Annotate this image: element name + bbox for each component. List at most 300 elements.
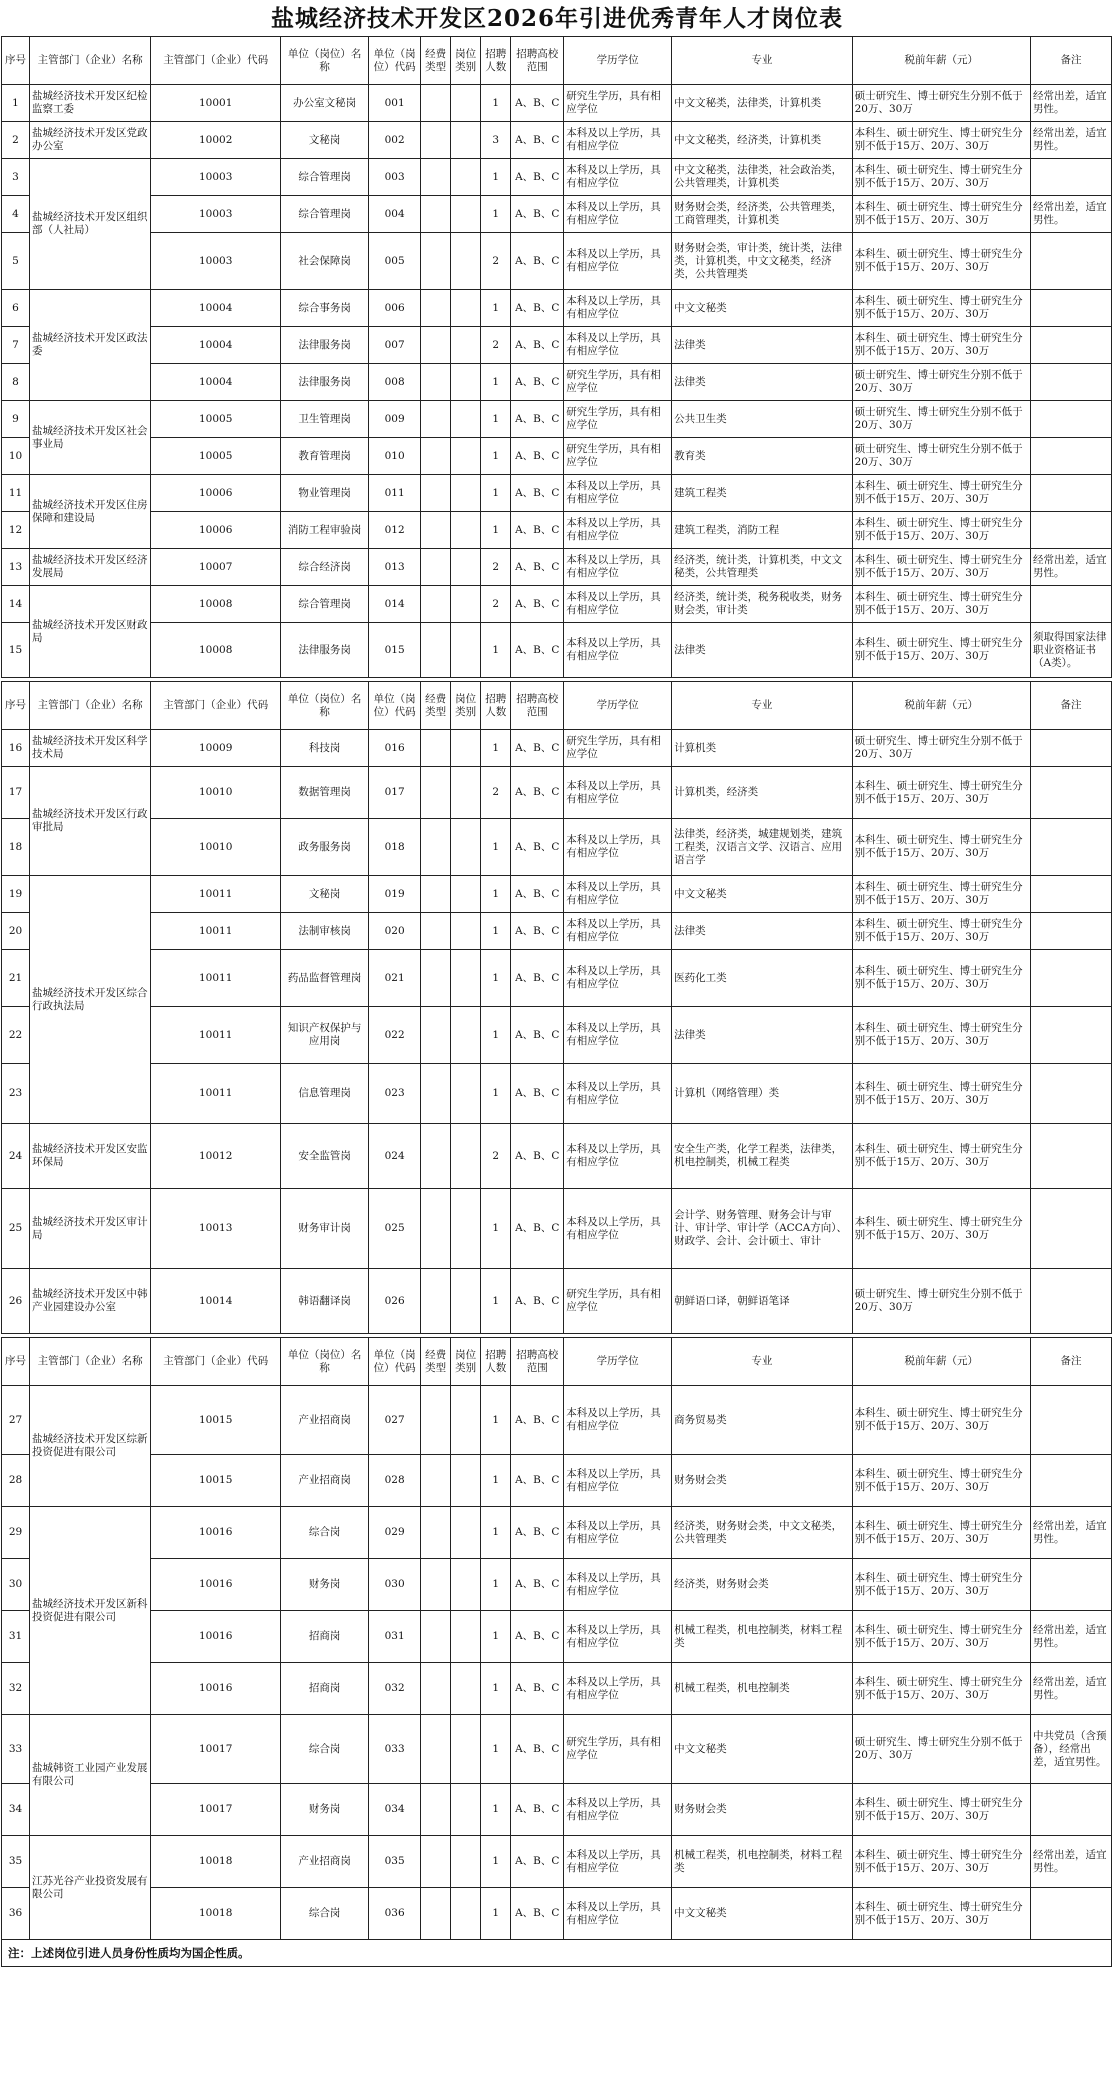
footnote: 注：上述岗位引进人员身份性质均为国企性质。 — [1, 1940, 1112, 1967]
funding-type — [421, 1189, 451, 1269]
education-requirement: 本科及以上学历，具有相应学位 — [564, 1007, 672, 1064]
table-row — [2, 438, 1112, 475]
column-header: 岗位类别 — [451, 37, 481, 85]
university-range: A、B、C — [511, 549, 564, 586]
annual-salary: 本科生、硕士研究生、博士研究生分别不低于15万、20万、30万 — [852, 767, 1030, 819]
funding-type — [421, 1888, 451, 1940]
annual-salary: 硕士研究生、博士研究生分别不低于20万、30万 — [852, 364, 1030, 401]
funding-type — [421, 1007, 451, 1064]
major-requirement: 医药化工类 — [672, 950, 853, 1007]
remarks: 经常出差，适宜男性。 — [1031, 85, 1112, 122]
annual-salary: 本科生、硕士研究生、博士研究生分别不低于15万、20万、30万 — [852, 1007, 1030, 1064]
post-category — [451, 122, 481, 159]
department-code: 10005 — [151, 401, 281, 438]
table-row — [2, 85, 1112, 122]
funding-type — [421, 364, 451, 401]
major-requirement: 中文文秘类 — [672, 876, 853, 913]
major-requirement: 计算机类 — [672, 730, 853, 767]
post-name: 法律服务岗 — [281, 364, 369, 401]
annual-salary: 本科生、硕士研究生、博士研究生分别不低于15万、20万、30万 — [852, 1455, 1030, 1507]
column-header: 主管部门（企业）代码 — [151, 1338, 281, 1386]
table-row — [2, 1189, 1112, 1269]
education-requirement: 研究生学历，具有相应学位 — [564, 85, 672, 122]
row-number: 30 — [2, 1559, 30, 1611]
table-row — [2, 623, 1112, 678]
major-requirement: 机械工程类，机电控制类，材料工程类 — [672, 1836, 853, 1888]
hiring-count: 2 — [481, 586, 511, 623]
post-category — [451, 1784, 481, 1836]
row-number: 13 — [2, 549, 30, 586]
row-number: 15 — [2, 623, 30, 678]
annual-salary: 本科生、硕士研究生、博士研究生分别不低于15万、20万、30万 — [852, 1836, 1030, 1888]
university-range: A、B、C — [511, 913, 564, 950]
post-code: 012 — [369, 512, 421, 549]
column-header: 税前年薪（元） — [852, 37, 1030, 85]
university-range: A、B、C — [511, 233, 564, 290]
row-number: 24 — [2, 1124, 30, 1189]
annual-salary: 本科生、硕士研究生、博士研究生分别不低于15万、20万、30万 — [852, 196, 1030, 233]
post-name: 法制审核岗 — [281, 913, 369, 950]
department-code: 10008 — [151, 623, 281, 678]
table-row — [2, 1836, 1112, 1888]
major-requirement: 会计学、财务管理、财务会计与审计、审计学、审计学（ACCA方向）、财政学、会计、会计硕士、审计 — [672, 1189, 853, 1269]
table-row — [2, 401, 1112, 438]
page-title: 盐城经济技术开发区2026年引进优秀青年人才岗位表 — [270, 5, 843, 32]
department-name: 盐城经济技术开发区新科投资促进有限公司 — [30, 1507, 151, 1715]
department-code: 10010 — [151, 819, 281, 876]
department-code: 10006 — [151, 512, 281, 549]
table-row — [2, 1007, 1112, 1064]
post-code: 014 — [369, 586, 421, 623]
row-number: 6 — [2, 290, 30, 327]
remarks — [1031, 401, 1112, 438]
major-requirement: 计算机类，经济类 — [672, 767, 853, 819]
post-name: 综合岗 — [281, 1715, 369, 1784]
row-number: 34 — [2, 1784, 30, 1836]
table-row — [2, 327, 1112, 364]
education-requirement: 本科及以上学历，具有相应学位 — [564, 767, 672, 819]
column-header: 备注 — [1031, 682, 1112, 730]
post-code: 022 — [369, 1007, 421, 1064]
table-row — [2, 512, 1112, 549]
hiring-count: 2 — [481, 1124, 511, 1189]
funding-type — [421, 819, 451, 876]
education-requirement: 本科及以上学历，具有相应学位 — [564, 623, 672, 678]
funding-type — [421, 327, 451, 364]
major-requirement: 计算机（网络管理）类 — [672, 1064, 853, 1124]
university-range: A、B、C — [511, 401, 564, 438]
university-range: A、B、C — [511, 1269, 564, 1334]
major-requirement: 财务财会类 — [672, 1455, 853, 1507]
annual-salary: 本科生、硕士研究生、博士研究生分别不低于15万、20万、30万 — [852, 623, 1030, 678]
post-name: 招商岗 — [281, 1611, 369, 1663]
hiring-count: 1 — [481, 730, 511, 767]
post-category — [451, 438, 481, 475]
post-category — [451, 1189, 481, 1269]
education-requirement: 本科及以上学历，具有相应学位 — [564, 327, 672, 364]
post-category — [451, 1455, 481, 1507]
post-code: 018 — [369, 819, 421, 876]
column-header: 主管部门（企业）名称 — [30, 682, 151, 730]
university-range: A、B、C — [511, 950, 564, 1007]
annual-salary: 本科生、硕士研究生、博士研究生分别不低于15万、20万、30万 — [852, 1611, 1030, 1663]
post-name: 综合经济岗 — [281, 549, 369, 586]
education-requirement: 本科及以上学历，具有相应学位 — [564, 549, 672, 586]
column-header: 序号 — [2, 682, 30, 730]
university-range: A、B、C — [511, 1124, 564, 1189]
table-row — [2, 196, 1112, 233]
annual-salary: 本科生、硕士研究生、博士研究生分别不低于15万、20万、30万 — [852, 1888, 1030, 1940]
column-header: 学历学位 — [564, 1338, 672, 1386]
university-range: A、B、C — [511, 819, 564, 876]
remarks — [1031, 1007, 1112, 1064]
table-row — [2, 549, 1112, 586]
major-requirement: 公共卫生类 — [672, 401, 853, 438]
post-name: 综合岗 — [281, 1888, 369, 1940]
department-code: 10003 — [151, 196, 281, 233]
hiring-count: 1 — [481, 1064, 511, 1124]
post-category — [451, 950, 481, 1007]
post-code: 033 — [369, 1715, 421, 1784]
department-code: 10004 — [151, 364, 281, 401]
department-name: 盐城经济技术开发区经济发展局 — [30, 549, 151, 586]
major-requirement: 财务财会类 — [672, 1784, 853, 1836]
row-number: 22 — [2, 1007, 30, 1064]
hiring-count: 1 — [481, 159, 511, 196]
table-row — [2, 159, 1112, 196]
funding-type — [421, 1386, 451, 1455]
post-category — [451, 1124, 481, 1189]
post-name: 办公室文秘岗 — [281, 85, 369, 122]
hiring-count: 1 — [481, 1007, 511, 1064]
post-category — [451, 1386, 481, 1455]
column-header: 专业 — [672, 682, 853, 730]
hiring-count: 1 — [481, 475, 511, 512]
university-range: A、B、C — [511, 1064, 564, 1124]
hiring-count: 2 — [481, 549, 511, 586]
funding-type — [421, 159, 451, 196]
department-name: 盐城经济技术开发区中韩产业园建设办公室 — [30, 1269, 151, 1334]
post-name: 药品监督管理岗 — [281, 950, 369, 1007]
funding-type — [421, 233, 451, 290]
hiring-count: 1 — [481, 1888, 511, 1940]
university-range: A、B、C — [511, 159, 564, 196]
department-code: 10016 — [151, 1559, 281, 1611]
education-requirement: 本科及以上学历，具有相应学位 — [564, 1386, 672, 1455]
column-header: 岗位类别 — [451, 1338, 481, 1386]
funding-type — [421, 1611, 451, 1663]
university-range: A、B、C — [511, 1611, 564, 1663]
major-requirement: 中文文秘类，法律类，计算机类 — [672, 85, 853, 122]
post-code: 026 — [369, 1269, 421, 1334]
post-code: 002 — [369, 122, 421, 159]
major-requirement: 中文文秘类，经济类，计算机类 — [672, 122, 853, 159]
annual-salary: 本科生、硕士研究生、博士研究生分别不低于15万、20万、30万 — [852, 1064, 1030, 1124]
remarks — [1031, 233, 1112, 290]
hiring-count: 1 — [481, 819, 511, 876]
column-header: 单位（岗位）名称 — [281, 1338, 369, 1386]
post-category — [451, 1611, 481, 1663]
education-requirement: 研究生学历，具有相应学位 — [564, 1269, 672, 1334]
row-number: 12 — [2, 512, 30, 549]
education-requirement: 本科及以上学历，具有相应学位 — [564, 1064, 672, 1124]
department-code: 10006 — [151, 475, 281, 512]
post-code: 015 — [369, 623, 421, 678]
hiring-count: 1 — [481, 364, 511, 401]
department-code: 10002 — [151, 122, 281, 159]
remarks — [1031, 290, 1112, 327]
post-name: 知识产权保护与应用岗 — [281, 1007, 369, 1064]
post-code: 035 — [369, 1836, 421, 1888]
education-requirement: 本科及以上学历，具有相应学位 — [564, 512, 672, 549]
row-number: 16 — [2, 730, 30, 767]
department-code: 10014 — [151, 1269, 281, 1334]
column-header: 单位（岗位）名称 — [281, 682, 369, 730]
major-requirement: 财务财会类，经济类，公共管理类，工商管理类，计算机类 — [672, 196, 853, 233]
row-number: 18 — [2, 819, 30, 876]
table-row — [2, 1559, 1112, 1611]
department-code: 10015 — [151, 1386, 281, 1455]
post-code: 013 — [369, 549, 421, 586]
university-range: A、B、C — [511, 767, 564, 819]
department-code: 10016 — [151, 1663, 281, 1715]
post-category — [451, 876, 481, 913]
university-range: A、B、C — [511, 512, 564, 549]
funding-type — [421, 401, 451, 438]
post-category — [451, 159, 481, 196]
post-code: 005 — [369, 233, 421, 290]
hiring-count: 1 — [481, 290, 511, 327]
remarks: 经常出差，适宜男性。 — [1031, 1663, 1112, 1715]
column-header: 学历学位 — [564, 37, 672, 85]
column-header: 专业 — [672, 1338, 853, 1386]
post-name: 产业招商岗 — [281, 1455, 369, 1507]
hiring-count: 2 — [481, 767, 511, 819]
university-range: A、B、C — [511, 1836, 564, 1888]
column-header: 序号 — [2, 1338, 30, 1386]
post-category — [451, 913, 481, 950]
university-range: A、B、C — [511, 196, 564, 233]
university-range: A、B、C — [511, 327, 564, 364]
department-code: 10016 — [151, 1507, 281, 1559]
row-number: 2 — [2, 122, 30, 159]
row-number: 25 — [2, 1189, 30, 1269]
department-code: 10016 — [151, 1611, 281, 1663]
major-requirement: 商务贸易类 — [672, 1386, 853, 1455]
table-row — [2, 1888, 1112, 1940]
post-code: 027 — [369, 1386, 421, 1455]
post-category — [451, 1715, 481, 1784]
major-requirement: 机械工程类，机电控制类，材料工程类 — [672, 1611, 853, 1663]
major-requirement: 建筑工程类，消防工程 — [672, 512, 853, 549]
remarks: 须取得国家法律职业资格证书（A类）。 — [1031, 623, 1112, 678]
major-requirement: 经济类，财务财会类 — [672, 1559, 853, 1611]
row-number: 7 — [2, 327, 30, 364]
post-category — [451, 1663, 481, 1715]
column-header: 备注 — [1031, 1338, 1112, 1386]
department-name: 盐城经济技术开发区行政审批局 — [30, 767, 151, 876]
education-requirement: 本科及以上学历，具有相应学位 — [564, 876, 672, 913]
hiring-count: 1 — [481, 1663, 511, 1715]
remarks: 经常出差，适宜男性。 — [1031, 1611, 1112, 1663]
department-code: 10010 — [151, 767, 281, 819]
post-name: 招商岗 — [281, 1663, 369, 1715]
post-name: 综合管理岗 — [281, 586, 369, 623]
post-code: 024 — [369, 1124, 421, 1189]
post-code: 030 — [369, 1559, 421, 1611]
table-row — [2, 586, 1112, 623]
department-code: 10009 — [151, 730, 281, 767]
remarks — [1031, 1189, 1112, 1269]
education-requirement: 研究生学历，具有相应学位 — [564, 1715, 672, 1784]
column-header: 经费类型 — [421, 1338, 451, 1386]
post-name: 文秘岗 — [281, 122, 369, 159]
post-name: 社会保障岗 — [281, 233, 369, 290]
education-requirement: 研究生学历，具有相应学位 — [564, 401, 672, 438]
department-code: 10013 — [151, 1189, 281, 1269]
post-code: 031 — [369, 1611, 421, 1663]
column-header: 单位（岗位）代码 — [369, 1338, 421, 1386]
education-requirement: 本科及以上学历，具有相应学位 — [564, 913, 672, 950]
post-code: 034 — [369, 1784, 421, 1836]
table-row — [2, 876, 1112, 913]
table-row — [2, 730, 1112, 767]
funding-type — [421, 196, 451, 233]
department-code: 10004 — [151, 290, 281, 327]
table-row — [2, 1715, 1112, 1784]
university-range: A、B、C — [511, 1663, 564, 1715]
education-requirement: 本科及以上学历，具有相应学位 — [564, 1611, 672, 1663]
funding-type — [421, 290, 451, 327]
post-name: 产业招商岗 — [281, 1836, 369, 1888]
funding-type — [421, 586, 451, 623]
funding-type — [421, 767, 451, 819]
remarks: 经常出差，适宜男性。 — [1031, 549, 1112, 586]
post-name: 法律服务岗 — [281, 623, 369, 678]
education-requirement: 本科及以上学历，具有相应学位 — [564, 196, 672, 233]
post-name: 财务岗 — [281, 1784, 369, 1836]
post-category — [451, 1064, 481, 1124]
post-name: 物业管理岗 — [281, 475, 369, 512]
table-row — [2, 1507, 1112, 1559]
row-number: 23 — [2, 1064, 30, 1124]
university-range: A、B、C — [511, 623, 564, 678]
remarks — [1031, 819, 1112, 876]
university-range: A、B、C — [511, 364, 564, 401]
post-category — [451, 767, 481, 819]
funding-type — [421, 1836, 451, 1888]
post-name: 产业招商岗 — [281, 1386, 369, 1455]
department-code: 10011 — [151, 1007, 281, 1064]
funding-type — [421, 512, 451, 549]
table-row — [2, 913, 1112, 950]
hiring-count: 1 — [481, 876, 511, 913]
remarks — [1031, 512, 1112, 549]
post-name: 数据管理岗 — [281, 767, 369, 819]
education-requirement: 本科及以上学历，具有相应学位 — [564, 1189, 672, 1269]
post-category — [451, 586, 481, 623]
remarks — [1031, 1124, 1112, 1189]
major-requirement: 中文文秘类，法律类，社会政治类，公共管理类，计算机类 — [672, 159, 853, 196]
job-table-section — [1, 1337, 1112, 1940]
column-header: 招聘高校范围 — [511, 37, 564, 85]
post-category — [451, 730, 481, 767]
row-number: 28 — [2, 1455, 30, 1507]
post-category — [451, 512, 481, 549]
column-header: 主管部门（企业）名称 — [30, 37, 151, 85]
major-requirement: 经济类，财务财会类，中文文秘类，公共管理类 — [672, 1507, 853, 1559]
department-code: 10018 — [151, 1888, 281, 1940]
post-code: 019 — [369, 876, 421, 913]
hiring-count: 1 — [481, 438, 511, 475]
university-range: A、B、C — [511, 586, 564, 623]
row-number: 31 — [2, 1611, 30, 1663]
annual-salary: 本科生、硕士研究生、博士研究生分别不低于15万、20万、30万 — [852, 913, 1030, 950]
post-name: 综合管理岗 — [281, 196, 369, 233]
remarks — [1031, 159, 1112, 196]
funding-type — [421, 122, 451, 159]
post-name: 综合岗 — [281, 1507, 369, 1559]
department-code: 10012 — [151, 1124, 281, 1189]
table-row — [2, 767, 1112, 819]
row-number: 35 — [2, 1836, 30, 1888]
education-requirement: 研究生学历，具有相应学位 — [564, 364, 672, 401]
row-number: 17 — [2, 767, 30, 819]
post-category — [451, 819, 481, 876]
column-header: 单位（岗位）名称 — [281, 37, 369, 85]
funding-type — [421, 1559, 451, 1611]
department-name: 盐城经济技术开发区财政局 — [30, 586, 151, 678]
column-header: 单位（岗位）代码 — [369, 37, 421, 85]
post-name: 财务岗 — [281, 1559, 369, 1611]
funding-type — [421, 913, 451, 950]
major-requirement: 法律类 — [672, 1007, 853, 1064]
post-category — [451, 196, 481, 233]
annual-salary: 本科生、硕士研究生、博士研究生分别不低于15万、20万、30万 — [852, 233, 1030, 290]
post-name: 综合管理岗 — [281, 159, 369, 196]
annual-salary: 本科生、硕士研究生、博士研究生分别不低于15万、20万、30万 — [852, 1189, 1030, 1269]
post-category — [451, 1007, 481, 1064]
column-header: 招聘高校范围 — [511, 1338, 564, 1386]
post-category — [451, 85, 481, 122]
annual-salary: 本科生、硕士研究生、博士研究生分别不低于15万、20万、30万 — [852, 327, 1030, 364]
column-header: 岗位类别 — [451, 682, 481, 730]
annual-salary: 硕士研究生、博士研究生分别不低于20万、30万 — [852, 401, 1030, 438]
table-row — [2, 122, 1112, 159]
annual-salary: 本科生、硕士研究生、博士研究生分别不低于15万、20万、30万 — [852, 876, 1030, 913]
hiring-count: 1 — [481, 1784, 511, 1836]
major-requirement: 机械工程类，机电控制类 — [672, 1663, 853, 1715]
funding-type — [421, 623, 451, 678]
annual-salary: 本科生、硕士研究生、博士研究生分别不低于15万、20万、30万 — [852, 1663, 1030, 1715]
table-row — [2, 1455, 1112, 1507]
hiring-count: 1 — [481, 85, 511, 122]
post-code: 036 — [369, 1888, 421, 1940]
hiring-count: 1 — [481, 623, 511, 678]
university-range: A、B、C — [511, 1455, 564, 1507]
post-code: 011 — [369, 475, 421, 512]
department-code: 10011 — [151, 1064, 281, 1124]
row-number: 20 — [2, 913, 30, 950]
post-name: 教育管理岗 — [281, 438, 369, 475]
major-requirement: 法律类 — [672, 913, 853, 950]
post-name: 消防工程审验岗 — [281, 512, 369, 549]
row-number: 10 — [2, 438, 30, 475]
remarks — [1031, 1269, 1112, 1334]
post-code: 008 — [369, 364, 421, 401]
post-category — [451, 1559, 481, 1611]
post-category — [451, 1836, 481, 1888]
